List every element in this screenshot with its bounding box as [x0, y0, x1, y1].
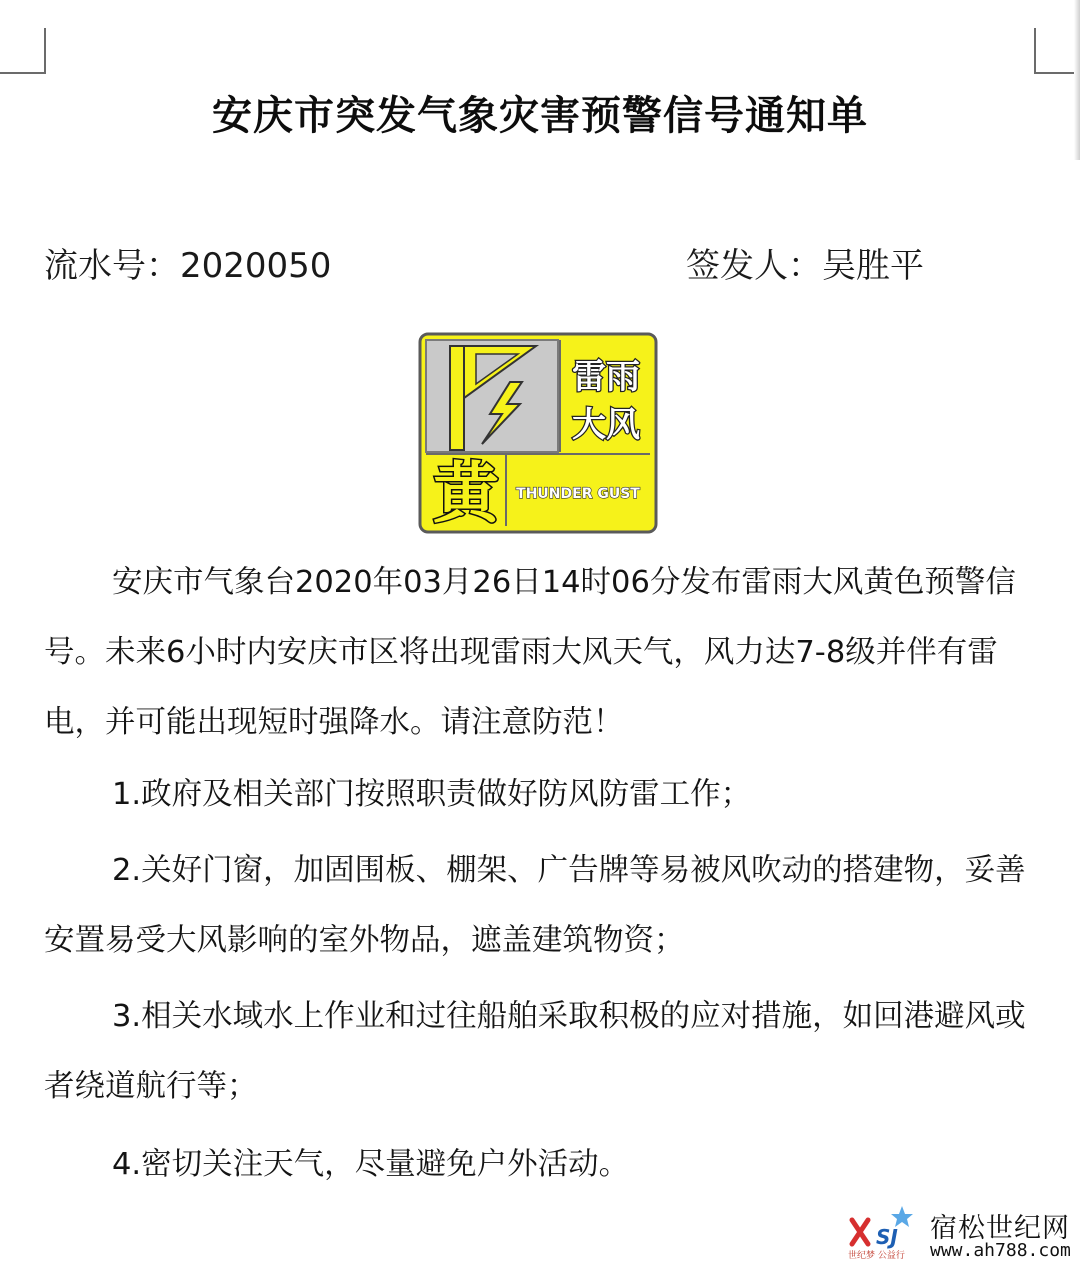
site-name: 宿松世纪网 [930, 1213, 1070, 1244]
crop-mark-top-left [0, 28, 46, 74]
warning-intro-paragraph: 安庆市气象台2020年03月26日14时06分发布雷雨大风黄色预警信号。未来6小时内安庆市区将出现雷雨大风天气，风力达7-8级并伴有雷电，并可能出现短时强降水。请注意防范！ [44, 565, 1016, 740]
signer: 签发人：吴胜平 [686, 246, 924, 286]
advice-item-3: 3.相关水域水上作业和过往船舶采取积极的应对措施，如回港避风或者绕道航行等； [44, 999, 1026, 1104]
thunder-gust-yellow-warning-icon [418, 332, 658, 534]
advice-item-1: 1.政府及相关部门按照职责做好防风防雷工作； [112, 777, 752, 812]
signal-english: THUNDER GUST [516, 486, 640, 502]
signal-text-line2: 大风 [572, 405, 640, 445]
signal-text-line1: 雷雨 [572, 357, 640, 397]
site-url: www.ah788.com [930, 1240, 1071, 1261]
site-logo-text: SJ [876, 1225, 898, 1249]
signal-level-char: 黄 [433, 455, 499, 532]
site-watermark [846, 1196, 1080, 1272]
advice-item-4: 4.密切关注天气，尽量避免户外活动。 [112, 1147, 630, 1182]
site-tagline: 世纪梦 公益行 [848, 1251, 905, 1261]
serial-number: 流水号：2020050 [44, 246, 332, 286]
document-title: 安庆市突发气象灾害预警信号通知单 [212, 93, 868, 139]
advice-item-2: 2.关好门窗，加固围板、棚架、广告牌等易被风吹动的搭建物，妥善安置易受大风影响的室外物品，遮盖建筑物资； [44, 853, 1026, 958]
